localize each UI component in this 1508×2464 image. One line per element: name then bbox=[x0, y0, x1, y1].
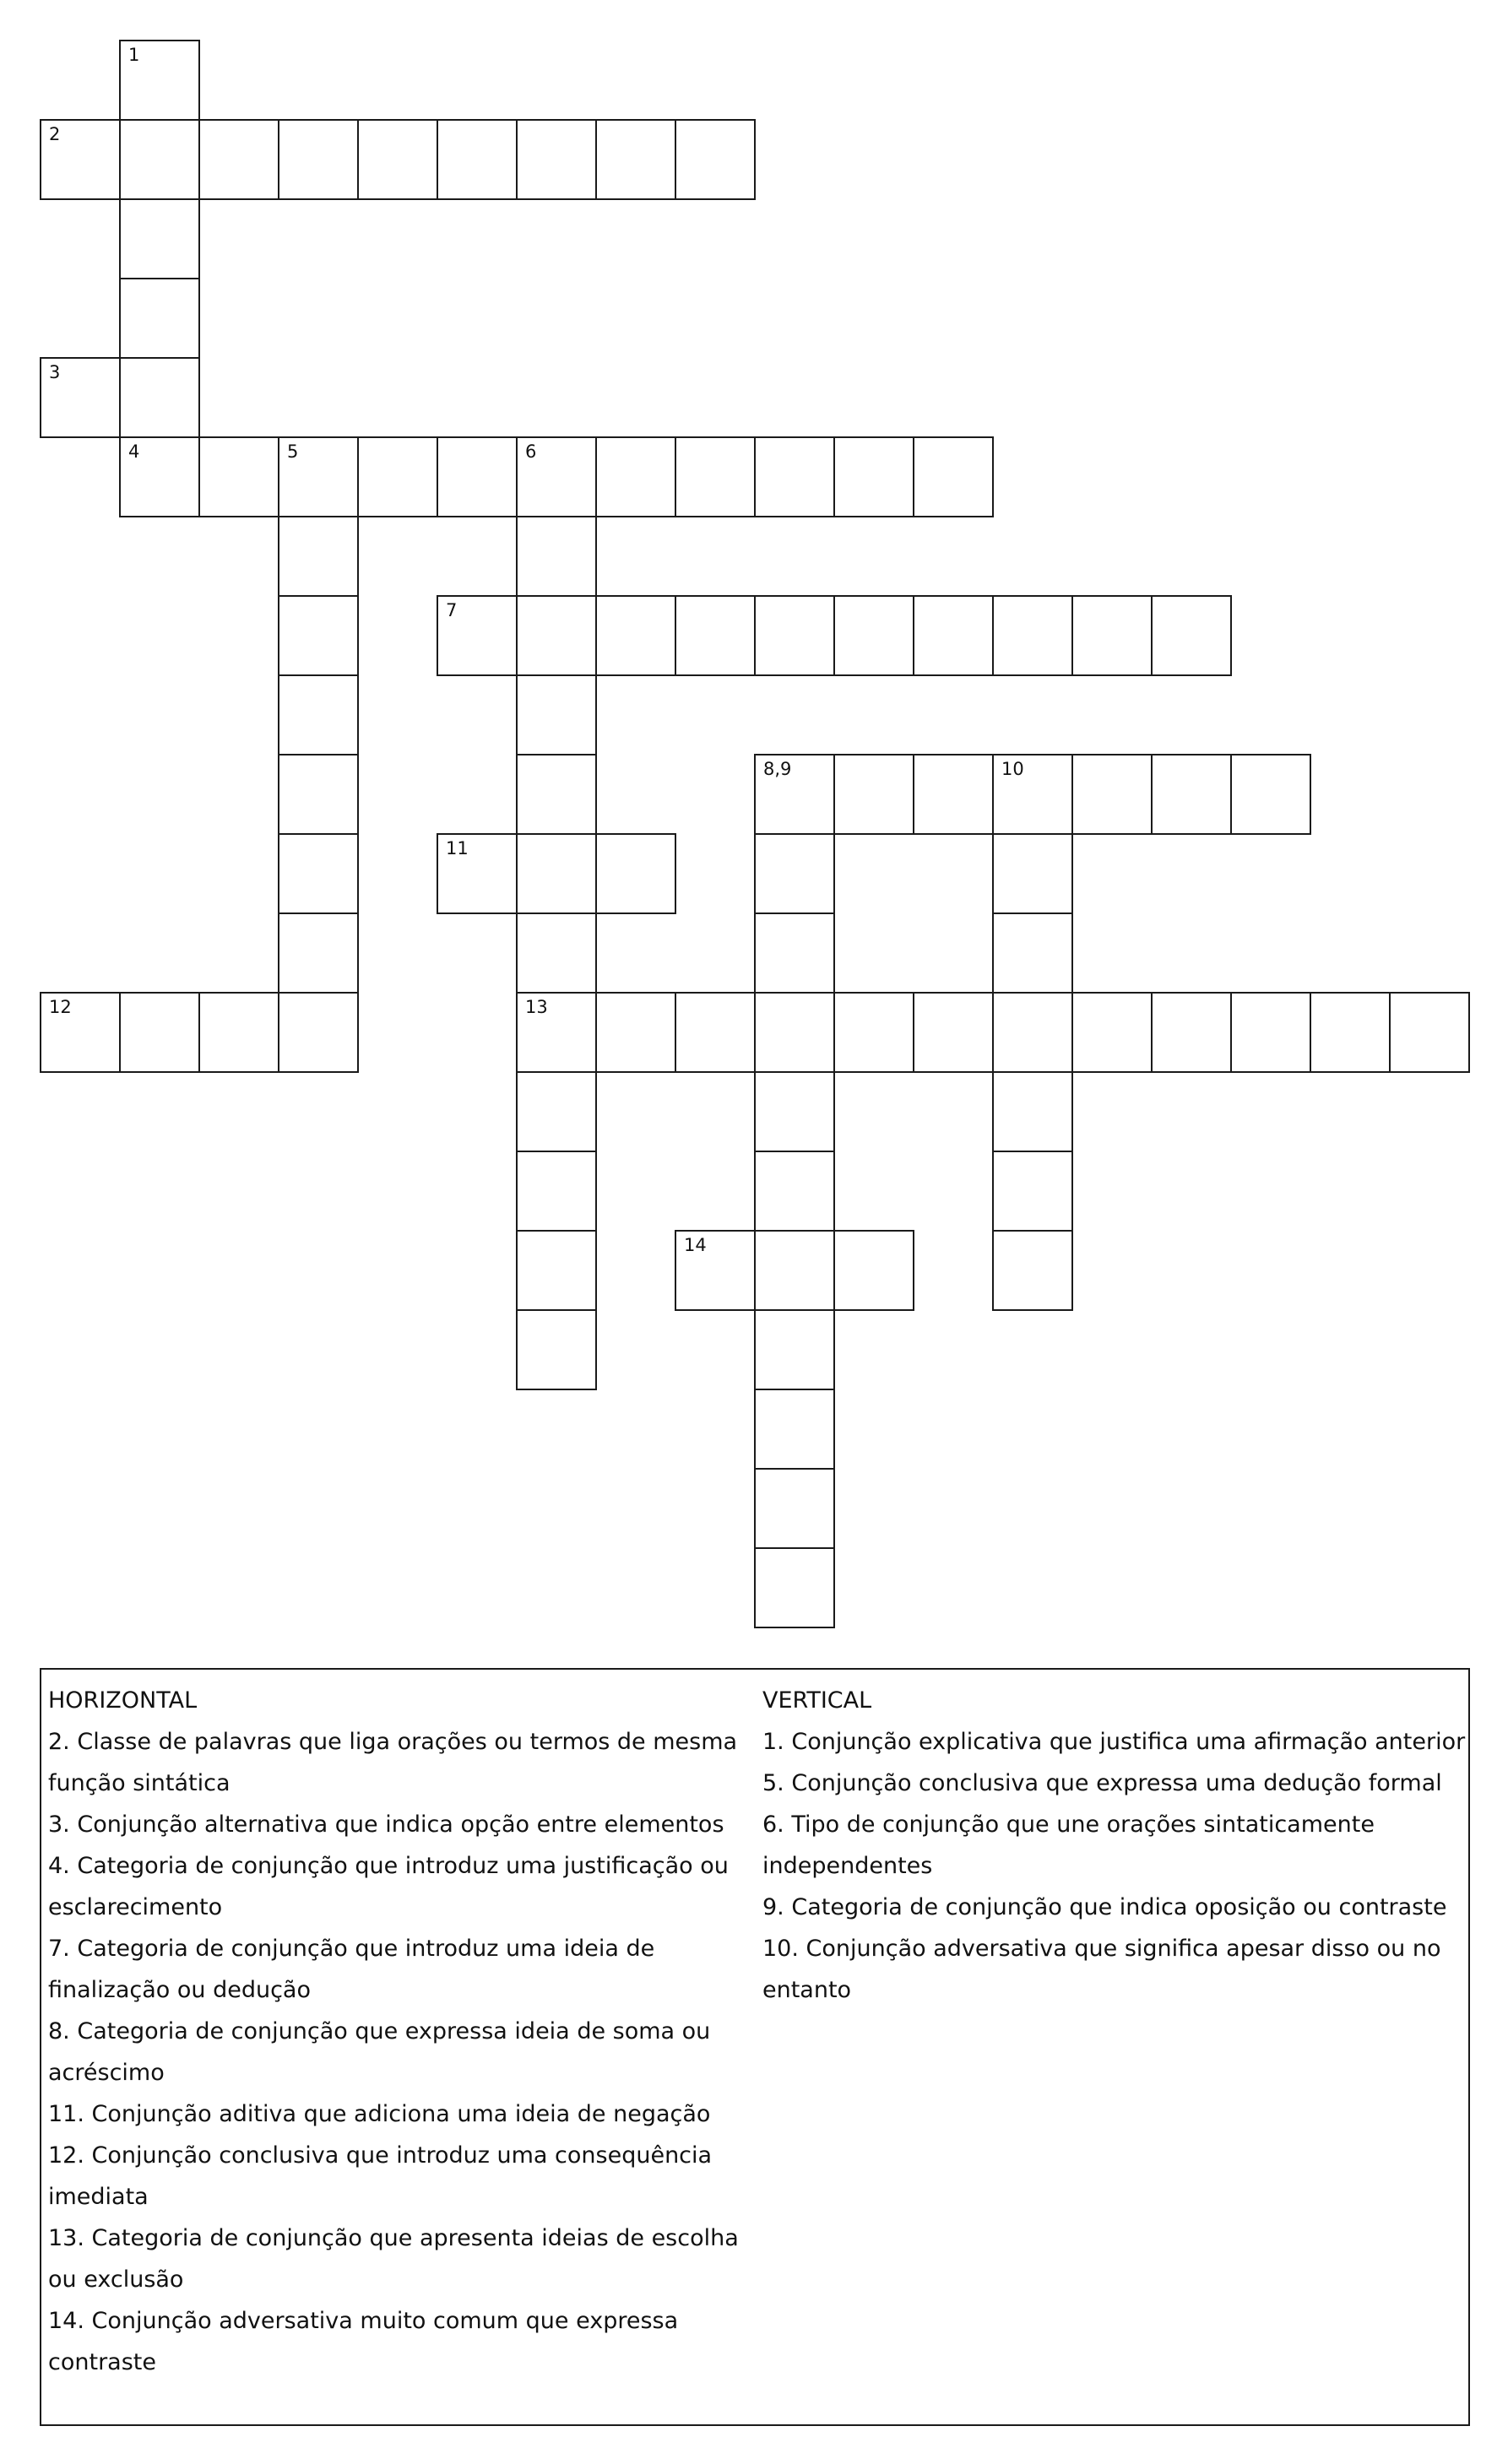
grid-cell[interactable] bbox=[754, 1547, 835, 1628]
grid-cell[interactable] bbox=[675, 992, 756, 1073]
clue-number: 8,9 bbox=[763, 759, 792, 779]
vertical-clue: 5. Conjunção conclusiva que expressa uma dedução formal bbox=[762, 1770, 1442, 1796]
grid-cell[interactable] bbox=[119, 40, 200, 121]
vertical-clue-continued: entanto bbox=[762, 1977, 852, 2003]
horizontal-heading: HORIZONTAL bbox=[48, 1687, 198, 1714]
grid-cell[interactable] bbox=[754, 912, 835, 994]
grid-cell[interactable] bbox=[278, 436, 359, 517]
grid-cell[interactable] bbox=[437, 119, 518, 200]
grid-cell[interactable] bbox=[754, 1071, 835, 1152]
grid-cell[interactable] bbox=[1230, 992, 1311, 1073]
grid-cell[interactable] bbox=[278, 674, 359, 755]
horizontal-clue: 11. Conjunção aditiva que adiciona uma ideia de negação bbox=[48, 2101, 711, 2127]
grid-cell[interactable] bbox=[278, 595, 359, 676]
grid-cell[interactable] bbox=[1230, 754, 1311, 835]
grid-cell[interactable] bbox=[754, 1468, 835, 1549]
clue-number: 7 bbox=[446, 600, 458, 620]
grid-cell[interactable] bbox=[992, 754, 1073, 835]
grid-cell[interactable] bbox=[437, 595, 518, 676]
grid-cell[interactable] bbox=[595, 595, 676, 676]
grid-cell[interactable] bbox=[675, 436, 756, 517]
grid-cell[interactable] bbox=[516, 119, 597, 200]
horizontal-clue: 3. Conjunção alternativa que indica opção entre elementos bbox=[48, 1811, 724, 1838]
grid-cell[interactable] bbox=[595, 436, 676, 517]
grid-cell[interactable] bbox=[754, 595, 835, 676]
grid-cell[interactable] bbox=[913, 992, 994, 1073]
grid-cell[interactable] bbox=[278, 119, 359, 200]
vertical-clue-list bbox=[762, 1721, 1467, 2011]
grid-cell[interactable] bbox=[516, 674, 597, 755]
grid-cell[interactable] bbox=[516, 1230, 597, 1311]
grid-cell[interactable] bbox=[913, 595, 994, 676]
grid-cell[interactable] bbox=[595, 119, 676, 200]
horizontal-clue: 13. Categoria de conjunção que apresenta ideias de escolha bbox=[48, 2225, 739, 2251]
grid-cell[interactable] bbox=[833, 595, 914, 676]
grid-cell[interactable] bbox=[754, 754, 835, 835]
grid-cell[interactable] bbox=[833, 992, 914, 1073]
vertical-clue: 9. Categoria de conjunção que indica oposição ou contraste bbox=[762, 1894, 1447, 1920]
horizontal-clue: 8. Categoria de conjunção que expressa ideia de soma ou bbox=[48, 2018, 711, 2044]
clue-number: 5 bbox=[287, 441, 299, 462]
grid-cell[interactable] bbox=[992, 1230, 1073, 1311]
clue-number: 12 bbox=[49, 997, 72, 1017]
grid-cell[interactable] bbox=[119, 198, 200, 279]
vertical-clues bbox=[762, 1680, 1467, 2011]
grid-cell[interactable] bbox=[833, 754, 914, 835]
horizontal-clue-list bbox=[48, 1721, 757, 2383]
grid-cell[interactable] bbox=[357, 119, 438, 200]
vertical-clue-continued: independentes bbox=[762, 1853, 933, 1879]
grid-cell[interactable] bbox=[278, 754, 359, 835]
grid-cell[interactable] bbox=[516, 912, 597, 994]
grid-cell[interactable] bbox=[119, 436, 200, 517]
grid-cell[interactable] bbox=[992, 912, 1073, 994]
grid-cell[interactable] bbox=[1071, 992, 1153, 1073]
grid-cell[interactable] bbox=[675, 595, 756, 676]
grid-cell[interactable] bbox=[595, 833, 676, 914]
grid-cell[interactable] bbox=[754, 833, 835, 914]
grid-cell[interactable] bbox=[754, 436, 835, 517]
grid-cell[interactable] bbox=[1389, 992, 1470, 1073]
grid-cell[interactable] bbox=[754, 1389, 835, 1470]
grid-cell[interactable] bbox=[992, 1151, 1073, 1232]
clue-number: 14 bbox=[684, 1235, 707, 1255]
grid-cell[interactable] bbox=[1151, 992, 1232, 1073]
grid-cell[interactable] bbox=[1151, 754, 1232, 835]
grid-cell[interactable] bbox=[754, 992, 835, 1073]
horizontal-clue-continued: contraste bbox=[48, 2349, 156, 2375]
horizontal-clue-continued: esclarecimento bbox=[48, 1894, 223, 1920]
grid-cell[interactable] bbox=[913, 754, 994, 835]
grid-cell[interactable] bbox=[40, 357, 121, 438]
grid-cell[interactable] bbox=[40, 119, 121, 200]
grid-cell[interactable] bbox=[675, 119, 756, 200]
grid-cell[interactable] bbox=[198, 119, 279, 200]
clue-number: 4 bbox=[128, 441, 140, 462]
clues-box bbox=[40, 1668, 1470, 2426]
horizontal-clues bbox=[48, 1680, 757, 2383]
grid-cell[interactable] bbox=[992, 595, 1073, 676]
grid-cell[interactable] bbox=[516, 1309, 597, 1390]
clue-number: 10 bbox=[1001, 759, 1024, 779]
clue-number: 2 bbox=[49, 124, 61, 144]
grid-cell[interactable] bbox=[516, 1071, 597, 1152]
horizontal-clue-continued: finalização ou dedução bbox=[48, 1977, 312, 2003]
grid-cell[interactable] bbox=[437, 833, 518, 914]
grid-cell[interactable] bbox=[437, 436, 518, 517]
grid-cell[interactable] bbox=[278, 992, 359, 1073]
horizontal-clue-continued: imediata bbox=[48, 2184, 149, 2210]
grid-cell[interactable] bbox=[198, 436, 279, 517]
grid-cell[interactable] bbox=[754, 1309, 835, 1390]
horizontal-clue: 12. Conjunção conclusiva que introduz uma consequência bbox=[48, 2142, 713, 2169]
vertical-clue: 6. Tipo de conjunção que une orações sintaticamente bbox=[762, 1811, 1375, 1838]
grid-cell[interactable] bbox=[992, 833, 1073, 914]
grid-cell[interactable] bbox=[754, 1151, 835, 1232]
clue-number: 1 bbox=[128, 45, 140, 65]
grid-cell[interactable] bbox=[516, 436, 597, 517]
clue-number: 11 bbox=[446, 838, 469, 858]
horizontal-clue: 2. Classe de palavras que liga orações ou termos de mesma bbox=[48, 1729, 738, 1755]
clue-number: 13 bbox=[525, 997, 548, 1017]
horizontal-clue: 4. Categoria de conjunção que introduz uma justificação ou bbox=[48, 1853, 729, 1879]
grid-cell[interactable] bbox=[1071, 754, 1153, 835]
grid-cell[interactable] bbox=[1151, 595, 1232, 676]
grid-cell[interactable] bbox=[516, 595, 597, 676]
grid-cell[interactable] bbox=[833, 436, 914, 517]
grid-cell[interactable] bbox=[1071, 595, 1153, 676]
horizontal-clue-continued: ou exclusão bbox=[48, 2266, 184, 2293]
grid-cell[interactable] bbox=[516, 992, 597, 1073]
vertical-clue: 1. Conjunção explicativa que justifica uma afirmação anterior bbox=[762, 1729, 1466, 1755]
grid-cell[interactable] bbox=[119, 357, 200, 438]
grid-cell[interactable] bbox=[278, 912, 359, 994]
grid-cell[interactable] bbox=[198, 992, 279, 1073]
grid-cell[interactable] bbox=[119, 992, 200, 1073]
grid-cell[interactable] bbox=[1310, 992, 1391, 1073]
grid-cell[interactable] bbox=[595, 992, 676, 1073]
horizontal-clue-continued: função sintática bbox=[48, 1770, 231, 1796]
grid-cell[interactable] bbox=[40, 992, 121, 1073]
grid-cell[interactable] bbox=[913, 436, 994, 517]
vertical-heading: VERTICAL bbox=[762, 1687, 872, 1714]
grid-cell[interactable] bbox=[357, 436, 438, 517]
grid-cell[interactable] bbox=[516, 833, 597, 914]
grid-cell[interactable] bbox=[992, 1071, 1073, 1152]
grid-cell[interactable] bbox=[833, 1230, 914, 1311]
vertical-clue: 10. Conjunção adversativa que significa apesar disso ou no bbox=[762, 1936, 1441, 1962]
grid-cell[interactable] bbox=[516, 516, 597, 597]
grid-cell[interactable] bbox=[278, 833, 359, 914]
grid-cell[interactable] bbox=[754, 1230, 835, 1311]
horizontal-clue-continued: acréscimo bbox=[48, 2060, 165, 2086]
clue-number: 6 bbox=[525, 441, 537, 462]
horizontal-clue: 14. Conjunção adversativa muito comum que expressa bbox=[48, 2308, 679, 2334]
grid-cell[interactable] bbox=[992, 992, 1073, 1073]
grid-cell[interactable] bbox=[119, 278, 200, 359]
grid-cell[interactable] bbox=[278, 516, 359, 597]
grid-cell[interactable] bbox=[675, 1230, 756, 1311]
grid-cell[interactable] bbox=[516, 1151, 597, 1232]
grid-cell[interactable] bbox=[516, 754, 597, 835]
grid-cell[interactable] bbox=[119, 119, 200, 200]
clue-number: 3 bbox=[49, 362, 61, 382]
horizontal-clue: 7. Categoria de conjunção que introduz uma ideia de bbox=[48, 1936, 655, 1962]
